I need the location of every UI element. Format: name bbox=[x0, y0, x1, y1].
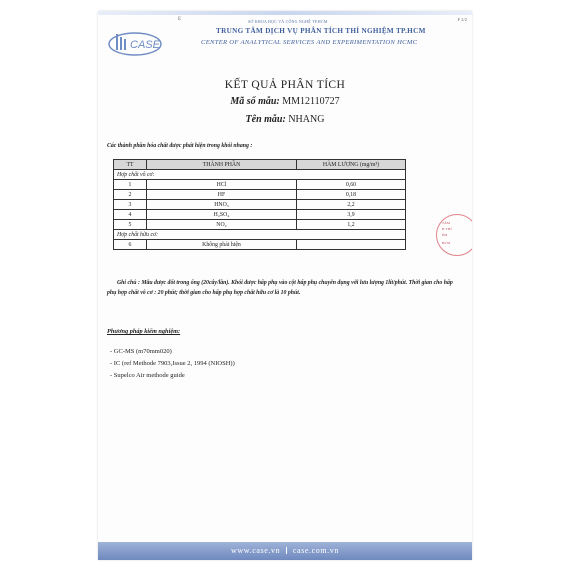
center-name-en: CENTER OF ANALYTICAL SERVICES AND EXPERIMENTATION HCMC bbox=[201, 39, 418, 46]
row-component: H₂SO₄ bbox=[147, 210, 297, 220]
row-tt: 1 bbox=[114, 180, 147, 190]
group-label: Hợp chất hữu cơ: bbox=[114, 230, 406, 240]
row-value bbox=[297, 240, 406, 250]
table-row bbox=[114, 200, 406, 210]
group-row-inorganic bbox=[114, 170, 406, 180]
row-tt: 3 bbox=[114, 200, 147, 210]
document-page bbox=[98, 11, 472, 560]
sample-code-value: MM12110727 bbox=[282, 96, 340, 107]
header-component: THÀNH PHẦN bbox=[147, 160, 297, 170]
row-value: 0,18 bbox=[297, 190, 406, 200]
sample-code-label: Mã số mẫu: bbox=[230, 96, 280, 107]
row-value: 1,2 bbox=[297, 220, 406, 230]
methods-title: Phương pháp kiểm nghiệm: bbox=[107, 328, 181, 335]
center-name-vn: TRUNG TÂM DỊCH VỤ PHÂN TÍCH THÍ NGHIỆM TP.HCM bbox=[216, 27, 426, 35]
row-value: 2,2 bbox=[297, 200, 406, 210]
row-component: HNO₃ bbox=[147, 200, 297, 210]
row-component: Không phát hiện bbox=[147, 240, 297, 250]
corner-mark: E bbox=[178, 17, 182, 22]
row-tt: 6 bbox=[114, 240, 147, 250]
stamp-text: H THÍ bbox=[442, 227, 452, 231]
row-value: 3,9 bbox=[297, 210, 406, 220]
document-title: KẾT QUẢ PHÂN TÍCH bbox=[224, 79, 346, 91]
results-table bbox=[113, 159, 406, 250]
footer-links bbox=[98, 546, 472, 555]
table-row bbox=[114, 240, 406, 250]
row-component: HCl bbox=[147, 180, 297, 190]
row-tt: 5 bbox=[114, 220, 147, 230]
header-bar bbox=[98, 11, 472, 15]
footer-website-com[interactable]: case.com.vn bbox=[292, 546, 339, 555]
header-tt: TT bbox=[114, 160, 147, 170]
footer-website-vn[interactable]: www.case.vn bbox=[231, 546, 281, 555]
row-component: HF bbox=[147, 190, 297, 200]
table-row bbox=[114, 210, 406, 220]
method-item: - GC-MS (m70mm020) bbox=[110, 348, 172, 355]
sample-code-line bbox=[98, 96, 472, 107]
method-item: - IC (ref Methode 7903,Issue 2, 1994 (NIOSH)) bbox=[110, 360, 235, 367]
table-row bbox=[114, 180, 406, 190]
footer-divider bbox=[286, 547, 287, 554]
page-marker: F 2/2 bbox=[457, 17, 467, 22]
stamp-text: HCM bbox=[442, 241, 451, 245]
header-content: HÀM LƯỢNG (mg/m³) bbox=[297, 160, 406, 170]
row-component: NO₂ bbox=[147, 220, 297, 230]
table-header-row bbox=[114, 160, 406, 170]
row-value: 0,60 bbox=[297, 180, 406, 190]
sample-name-label: Tên mẫu: bbox=[245, 114, 286, 125]
stamp-text: TÂM bbox=[442, 221, 451, 225]
note-text: Ghi chú : Mẫu được đốt trong ống (20cây/lần). Khói được hấp phụ vào cột hấp phụ chuyên dụng với lưu lượng 1lít/phút. Thời gian cho hấp phụ hợp chất vô cơ : 20 phút; thời gian cho hấp phụ hợp chất hữu cơ là 10 phút. bbox=[107, 280, 453, 296]
row-tt: 2 bbox=[114, 190, 147, 200]
method-item: - Supelco Air methode guide bbox=[110, 372, 185, 379]
group-label: Hợp chất vô cơ: bbox=[114, 170, 406, 180]
case-logo bbox=[108, 27, 166, 57]
table-row bbox=[114, 220, 406, 230]
sample-name-value: NHANG bbox=[288, 114, 325, 125]
intro-text: Các thành phần hóa chất được phát hiện trong khói nhang : bbox=[107, 143, 253, 149]
sample-name-line bbox=[98, 114, 472, 125]
row-tt: 4 bbox=[114, 210, 147, 220]
stamp-text: ỆM bbox=[442, 233, 448, 237]
group-row-organic bbox=[114, 230, 406, 240]
ministry-line: SỞ KHOA HỌC VÀ CÔNG NGHỆ TP.HCM bbox=[248, 19, 328, 24]
table-row bbox=[114, 190, 406, 200]
logo-text: CASE bbox=[130, 39, 160, 51]
